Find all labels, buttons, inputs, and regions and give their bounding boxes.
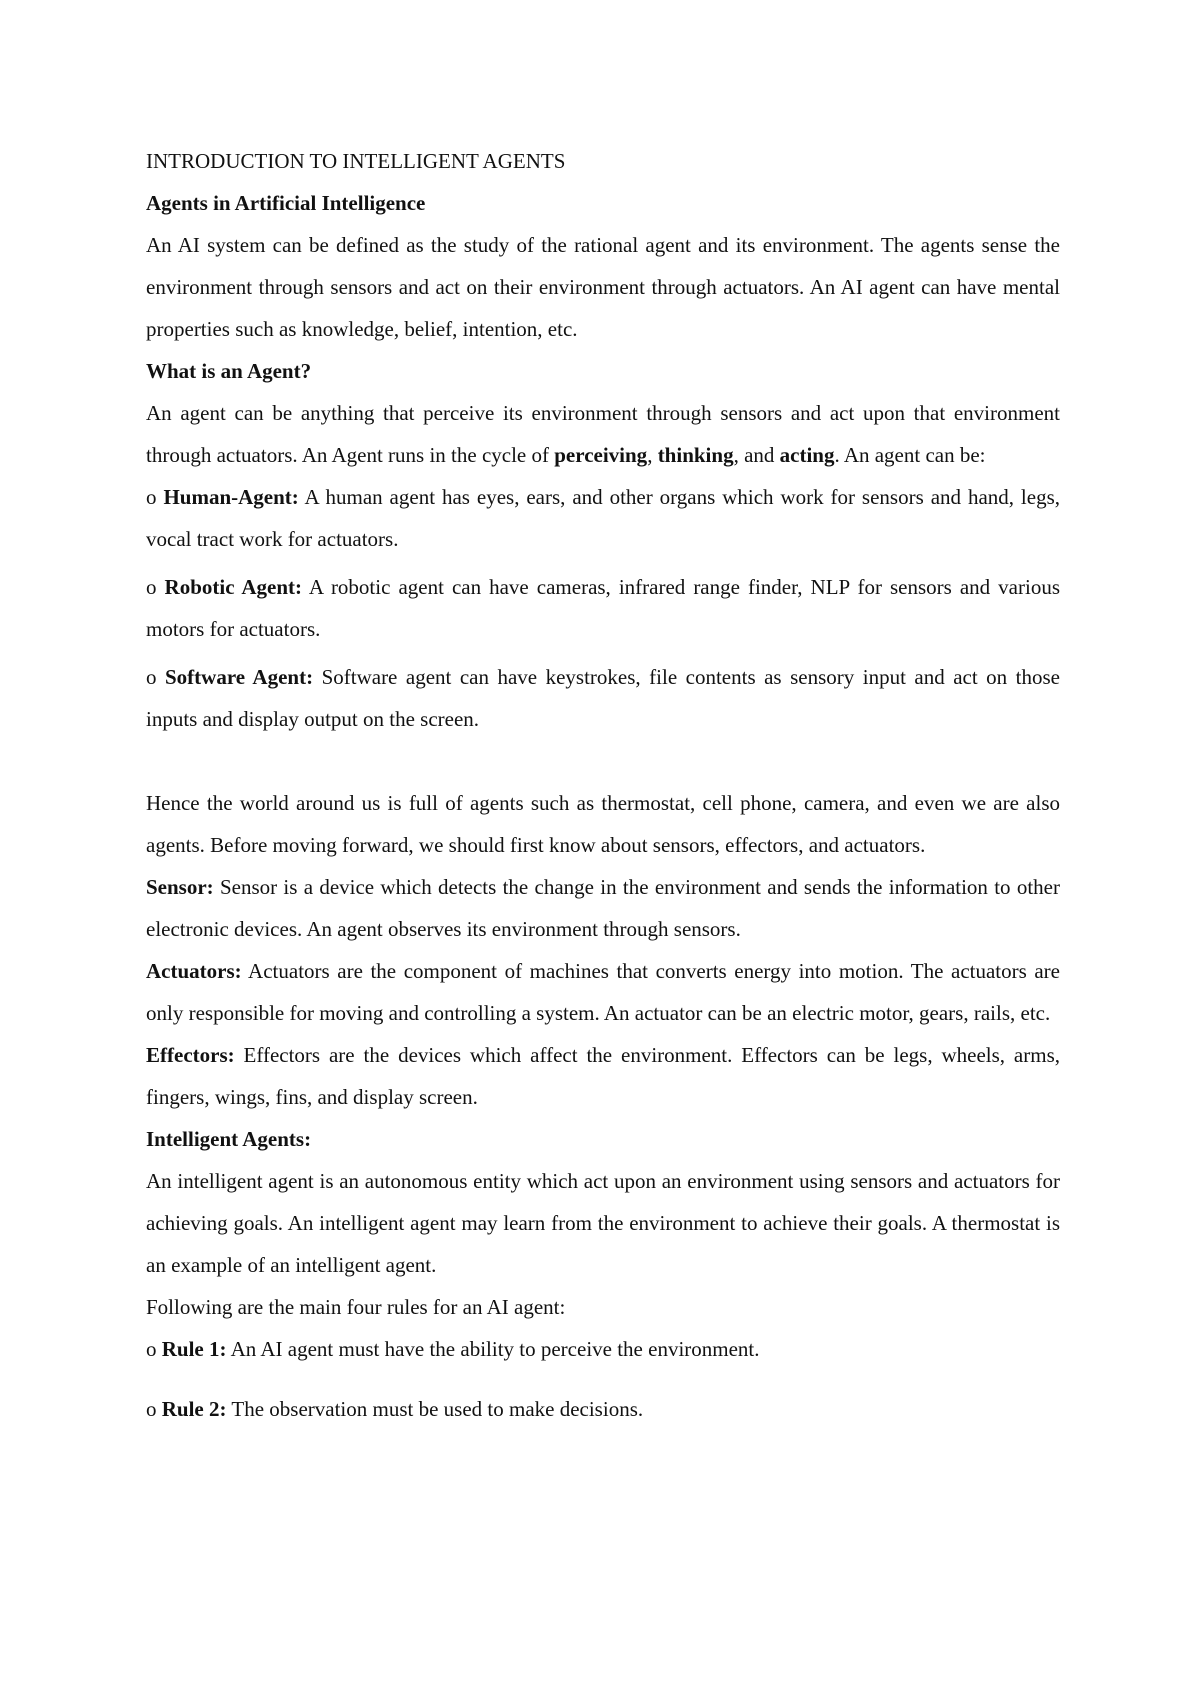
rule-term: Rule 1: — [161, 1337, 227, 1361]
paragraph-intelligent-agents: An intelligent agent is an autonomous entity which act upon an environment using sensors and actuators for achieving goals. An intelligent agent may learn from the environment to achieve their goals. A thermostat is an example of an intelligent agent. — [146, 1169, 1060, 1277]
agent-type-text: A robotic agent can have cameras, infrared range finder, NLP for sensors and various motors for actuators. — [146, 575, 1060, 641]
agent-type-text: A human agent has eyes, ears, and other organs which work for sensors and hand, legs, vocal tract work for actuators. — [146, 485, 1061, 551]
agent-text-1: An agent can be anything that perceive its environment through sensors and act upon that environment through actuators. An Agent runs in the cycle of — [146, 401, 1060, 467]
bullet-marker: o — [146, 1337, 162, 1361]
definition-term: Sensor: — [146, 875, 214, 899]
paragraph-hence: Hence the world around us is full of agents such as thermostat, cell phone, camera, and even we are also agents. Before moving forward, we should first know about sensors, effectors, and actuators. — [146, 791, 1060, 857]
agent-text-3: , and — [733, 443, 780, 467]
rule-text: An AI agent must have the ability to perceive the environment. — [226, 1337, 760, 1361]
agent-bold-thinking: thinking — [657, 443, 734, 467]
rule-text: The observation must be used to make decisions. — [226, 1397, 644, 1421]
agent-type-term: Human-Agent: — [163, 485, 299, 509]
definition-effectors — [146, 1034, 1060, 1118]
definition-term: Effectors: — [146, 1043, 235, 1067]
agent-type-term: Software Agent: — [165, 665, 314, 689]
document-title: INTRODUCTION TO INTELLIGENT AGENTS — [146, 149, 566, 173]
bullet-marker: o — [146, 575, 165, 599]
agent-bold-perceiving: perceiving — [554, 443, 648, 467]
definition-text: Actuators are the component of machines that converts energy into motion. The actuators are only responsible for moving and controlling a system. An actuator can be an electric motor, gears, rails, etc. — [146, 959, 1060, 1025]
definition-sensor — [146, 866, 1060, 950]
heading-what-is-agent: What is an Agent? — [146, 359, 312, 383]
definition-text: Sensor is a device which detects the change in the environment and sends the information to other electronic devices. An agent observes its environment through sensors. — [146, 875, 1060, 941]
agent-text-4: . An agent can be: — [834, 443, 986, 467]
paragraph-intro: An AI system can be defined as the study of the rational agent and its environment. The agents sense the environment through sensors and act on their environment through actuators. An AI agent can have mental properties such as knowledge, belief, intention, etc. — [146, 233, 1060, 341]
agent-type-software — [146, 656, 1060, 740]
definition-text: Effectors are the devices which affect the environment. Effectors can be legs, wheels, arms, fingers, wings, fins, and display screen. — [146, 1043, 1060, 1109]
agent-type-term: Robotic Agent: — [164, 575, 303, 599]
paragraph-following-rules: Following are the main four rules for an AI agent: — [146, 1295, 566, 1319]
bullet-marker: o — [146, 485, 164, 509]
bullet-marker: o — [146, 1397, 162, 1421]
document-page — [146, 140, 1060, 1430]
agent-type-text: Software agent can have keystrokes, file contents as sensory input and act on those inputs and display output on the screen. — [146, 665, 1060, 731]
bullet-marker: o — [146, 665, 165, 689]
definition-actuators — [146, 950, 1060, 1034]
rule-1 — [146, 1328, 1060, 1370]
agent-type-human — [146, 476, 1060, 560]
rule-2 — [146, 1388, 1060, 1430]
paragraph-agent-definition — [146, 392, 1060, 476]
definition-term: Actuators: — [146, 959, 242, 983]
heading-intelligent-agents: Intelligent Agents: — [146, 1127, 312, 1151]
agent-type-robotic — [146, 566, 1060, 650]
rule-term: Rule 2: — [161, 1397, 227, 1421]
agent-text-2: , — [647, 443, 658, 467]
heading-agents-in-ai: Agents in Artificial Intelligence — [146, 191, 426, 215]
agent-bold-acting: acting — [779, 443, 835, 467]
